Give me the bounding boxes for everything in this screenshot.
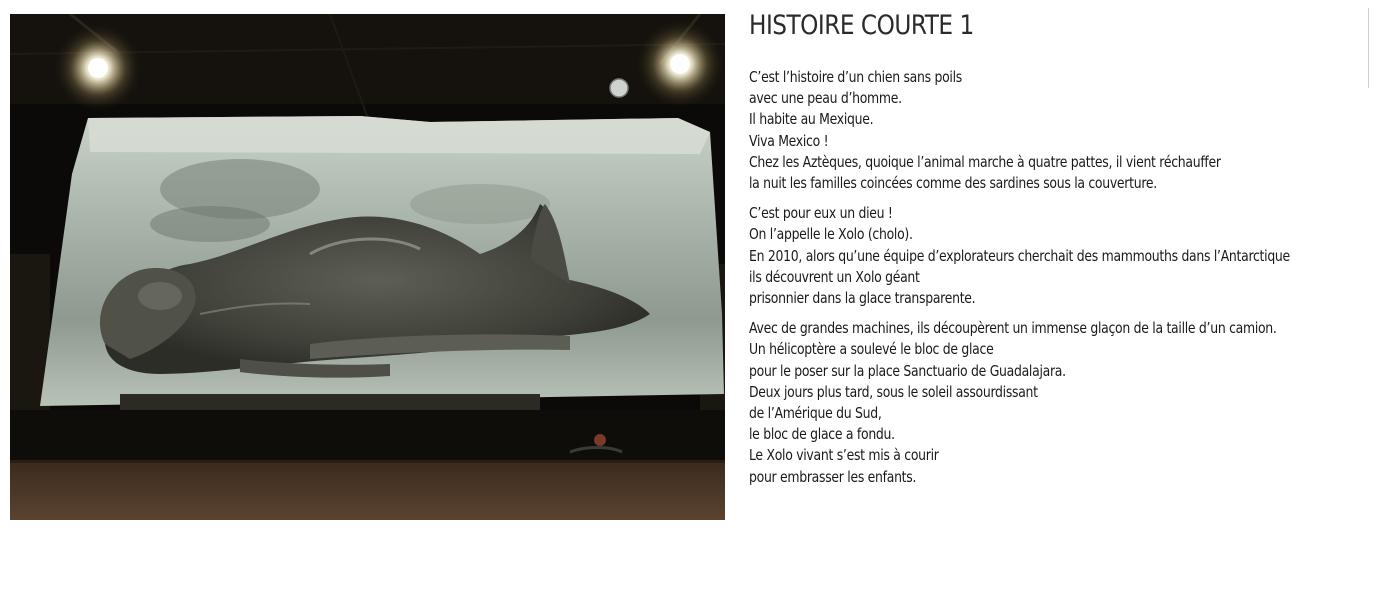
poem-line: le bloc de glace a fondu.	[749, 425, 895, 444]
sculpture-photo	[10, 14, 725, 520]
poem-line: Un hélicoptère a soulevé le bloc de glace	[749, 340, 994, 359]
story-text	[749, 0, 1369, 578]
ice-block-illustration	[10, 14, 725, 520]
poem-line: Avec de grandes machines, ils découpèrent un immense glaçon de la taille d’un camion.	[749, 319, 1277, 338]
poem	[749, 67, 1369, 497]
poem-line: Chez les Aztèques, quoique l’animal marche à quatre pattes, il vient réchauffer	[749, 152, 1221, 171]
poem-line: On l’appelle le Xolo (cholo).	[749, 225, 913, 244]
poem-line: prisonnier dans la glace transparente.	[749, 289, 976, 308]
poem-line: Le Xolo vivant s’est mis à courir	[749, 446, 939, 465]
poem-line: avec une peau d’homme.	[749, 89, 902, 108]
poem-line: Viva Mexico !	[749, 131, 829, 150]
poem-line: Deux jours plus tard, sous le soleil assourdissant	[749, 382, 1038, 401]
story-title: HISTOIRE COURTE 1	[749, 10, 974, 41]
poem-line: ils découvrent un Xolo géant	[749, 267, 920, 286]
stanza-1	[749, 67, 1369, 194]
poem-line: C’est l’histoire d’un chien sans poils	[749, 68, 962, 86]
poem-line: En 2010, alors qu’une équipe d’explorateurs cherchait des mammouths dans l’Antarctique	[749, 246, 1290, 265]
stanza-3	[749, 318, 1369, 488]
stanza-2	[749, 203, 1369, 309]
poem-line: pour le poser sur la place Sanctuario de Guadalajara.	[749, 361, 1066, 380]
poem-line: Il habite au Mexique.	[749, 110, 874, 129]
poem-line: pour embrasser les enfants.	[749, 467, 917, 486]
poem-line: C’est pour eux un dieu !	[749, 204, 893, 223]
poem-line: la nuit les familles coincées comme des sardines sous la couverture.	[749, 174, 1157, 193]
poem-line: de l’Amérique du Sud,	[749, 404, 882, 423]
